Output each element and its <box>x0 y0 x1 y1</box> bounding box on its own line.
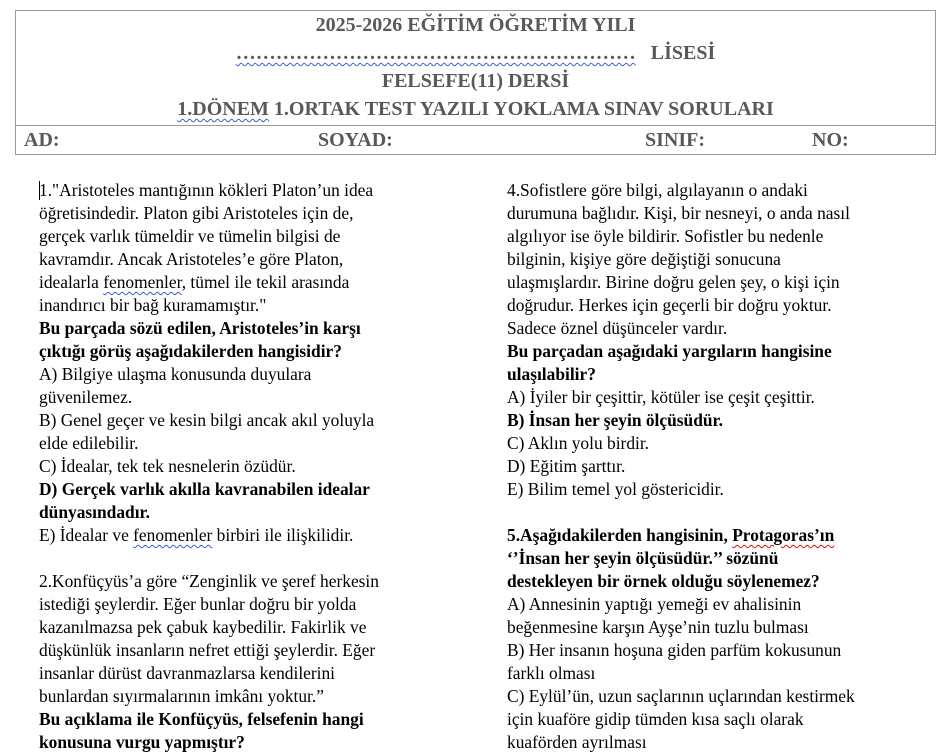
q4-option-c[interactable]: C) Aklın yolu birdir. <box>507 433 650 453</box>
header-school <box>16 41 935 65</box>
q1-option-e[interactable]: E) İdealar ve fenomenler birbiri ile ilişkilidir. <box>39 525 354 545</box>
q5-stem: ‘’İnsan her şeyin ölçüsüdür.’’ sözünü <box>507 548 779 568</box>
header-exam-title <box>16 97 935 121</box>
q4-option-b[interactable]: B) İnsan her şeyin ölçüsüdür. <box>507 410 724 430</box>
class-field[interactable]: SINIF: <box>645 129 706 151</box>
q4-line: bilginin, kişiye göre değiştiği sonucuna <box>507 249 781 269</box>
header-year: 2025-2026 EĞİTİM ÖĞRETİM YILI <box>315 14 636 36</box>
header-term: 1.DÖNEM <box>177 98 269 120</box>
q4-line: Sadece öznel düşünceler vardır. <box>507 318 728 338</box>
q1-option-d[interactable]: D) Gerçek varlık akılla kavranabilen idealar <box>39 479 370 499</box>
q4-line: doğrudur. Herkes için geçerli bir doğru yoktur. <box>507 295 832 315</box>
q2-line: 2.Konfüçyüs’a göre “Zenginlik ve şeref herkesin <box>39 571 379 591</box>
q5-option-a[interactable]: beğenmesine karşın Ayşe’nin tuzlu bulması <box>507 617 809 637</box>
q1-line: idealarla fenomenler, tümel ile tekil arasında <box>39 272 350 292</box>
q4-line: ulaşmışlardır. Birine doğru gelen şey, o kişi için <box>507 272 840 292</box>
q1-line: 1."Aristoteles mantığının kökleri Platon’un idea <box>39 180 374 200</box>
q2-stem: konusuna vurgu yapmıştır? <box>39 732 245 752</box>
q1-line: gerçek varlık tümeldir ve tümelin bilgisi de <box>39 226 341 246</box>
school-suffix: LİSESİ <box>650 42 716 64</box>
q4-option-a[interactable]: A) İyiler bir çeşittir, kötüler ise çeşit çeşittir. <box>507 387 815 407</box>
q5-option-c[interactable]: için kuaföre gidip tümden kısa saçlı olarak <box>507 709 804 729</box>
q5-option-c[interactable]: kuaförden ayrılması <box>507 732 647 752</box>
spellcheck-word: Protagoras’ın <box>732 525 835 545</box>
right-column <box>507 179 927 754</box>
spellcheck-word: fenomenler <box>133 525 213 545</box>
q1-stem: çıktığı görüş aşağıdakilerden hangisidir? <box>39 341 342 361</box>
q5-stem: destekleyen bir örnek olduğu söylenemez? <box>507 571 820 591</box>
q1-option-a[interactable]: güvenilemez. <box>39 387 133 407</box>
q1-option-c[interactable]: C) İdealar, tek tek nesnelerin özüdür. <box>39 456 296 476</box>
q4-option-e[interactable]: E) Bilim temel yol göstericidir. <box>507 479 724 499</box>
student-info-row <box>16 125 935 156</box>
number-field[interactable]: NO: <box>812 129 849 151</box>
exam-header <box>15 10 936 155</box>
q4-line: durumuna bağlıdır. Kişi, bir nesneyi, o anda nasıl <box>507 203 850 223</box>
q2-line: düşkünlük insanların nefret ettiği şeylerdir. Eğer <box>39 640 376 660</box>
q2-line: insanlar dürüst davranmazlarsa kendilerini <box>39 663 336 683</box>
surname-field[interactable]: SOYAD: <box>318 129 393 151</box>
q1-line: öğretisindedir. Platon gibi Aristoteles için de, <box>39 203 354 223</box>
q4-stem: ulaşılabilir? <box>507 364 596 384</box>
q4-line: 4.Sofistlere göre bilgi, algılayanın o andaki <box>507 180 808 200</box>
q2-line: bunlardan sıyırmalarının imkânı yoktur.” <box>39 686 324 706</box>
q4-stem: Bu parçadan aşağıdaki yargıların hangisine <box>507 341 832 361</box>
q5-option-b[interactable]: B) Her insanın hoşuna giden parfüm kokusunun <box>507 640 842 660</box>
header-course: FELSEFE(11) DERSİ <box>381 70 570 92</box>
q2-stem: Bu açıklama ile Konfüçyüs, felsefenin hangi <box>39 709 364 729</box>
q1-stem: Bu parçada sözü edilen, Aristoteles’in karşı <box>39 318 361 338</box>
q1-line: kavramdır. Ancak Aristoteles’e göre Platon, <box>39 249 344 269</box>
q2-line: istediği şeylerdir. Eğer bunlar doğru bir yolda <box>39 594 357 614</box>
q5-option-b[interactable]: farklı olması <box>507 663 596 683</box>
name-field[interactable]: AD: <box>24 129 60 151</box>
q1-option-d[interactable]: dünyasındadır. <box>39 502 151 522</box>
q1-option-b[interactable]: elde edilebilir. <box>39 433 139 453</box>
q4-line: algılıyor ise öyle bildirir. Sofistler bu nedenle <box>507 226 824 246</box>
q5-option-c[interactable]: C) Eylül’ün, uzun saçlarının uçlarından kestirmek <box>507 686 855 706</box>
q5-option-a[interactable]: A) Annesinin yaptığı yemeği ev ahalisinin <box>507 594 802 614</box>
q1-option-b[interactable]: B) Genel geçer ve kesin bilgi ancak akıl yoluyla <box>39 410 375 430</box>
spellcheck-word: fenomenler <box>103 272 182 292</box>
q5-stem: 5.Aşağıdakilerden hangisinin, Protagoras’ın <box>507 525 835 545</box>
school-name-blank[interactable]: …………………………………………………… <box>235 42 636 64</box>
q2-line: kazanılmazsa pek çabuk kaybedilir. Fakirlik ve <box>39 617 367 637</box>
left-column <box>39 179 479 754</box>
header-exam-name: 1.ORTAK TEST YAZILI YOKLAMA SINAV SORULARI <box>273 98 774 120</box>
q4-option-d[interactable]: D) Eğitim şarttır. <box>507 456 626 476</box>
q1-option-a[interactable]: A) Bilgiye ulaşma konusunda duyulara <box>39 364 312 384</box>
q1-line: inandırıcı bir bağ kuramamıştır." <box>39 295 267 315</box>
